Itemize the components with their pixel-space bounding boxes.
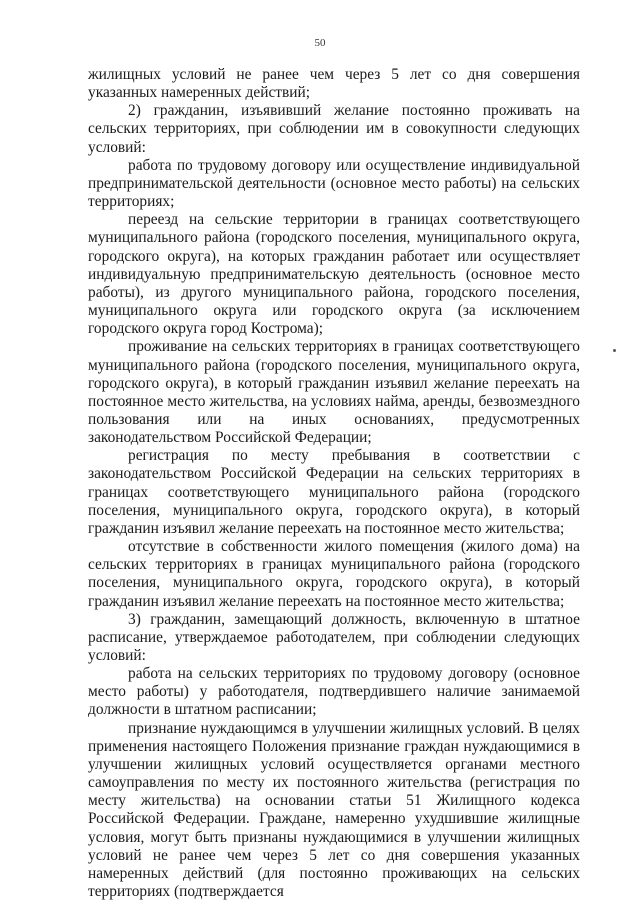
paragraph-item-2: 2) гражданин, изъявивший желание постоянно проживать на сельских территориях, при соблюдении им в совокупности следующих условий:	[88, 102, 580, 156]
paragraph-work-position: работа на сельских территориях по трудовому договору (основное место работы) у работодателя, подтвердившего наличие занимаемой должности в штатном расписании;	[88, 665, 580, 719]
paragraph-employment: работа по трудовому договору или осуществление индивидуальной предпринимательской деятельности (основное место работы) на сельских территориях;	[88, 156, 580, 211]
paragraph-no-property: отсутствие в собственности жилого помещения (жилого дома) на сельских территориях в границах муниципального района (городского поселения, муниципального округа, городского округа), в который гражданин изъявил желание переехать на постоянное место жительства;	[88, 538, 580, 610]
page-number: 50	[314, 37, 326, 49]
paragraph-item-3: 3) гражданин, замещающий должность, включенную в штатное расписание, утверждаемое работодателем, при соблюдении следующих условий:	[88, 610, 580, 664]
paragraph-relocation: переезд на сельские территории в границах соответствующего муниципального района (городского поселения, муниципального округа, городского округа), на которых гражданин работает или осуществляет индивидуальную предпринимательскую деятельность (основное место работы), из другого муниципального района, городского поселения, муниципального округа или городского округа (за исключением городского округа город Кострома);	[88, 211, 580, 338]
scan-margin-mark	[613, 349, 616, 352]
paragraph-continued: жилищных условий не ранее чем через 5 лет со дня совершения указанных намеренных действий;	[88, 66, 580, 102]
paragraph-housing-need: признание нуждающимся в улучшении жилищных условий. В целях применения настоящего Положения признание граждан нуждающимися в улучшении жилищных условий осуществляется органами местного самоуправления по месту их постоянного жительства (регистрация по месту жительства) на основании статьи 51 Жилищного кодекса Российской Федерации. Граждане, намеренно ухудшившие жилищные условия, могут быть признаны нуждающимися в улучшении жилищных условий не ранее чем через 5 лет со дня совершения указанных намеренных действий (для постоянно проживающих на сельских территориях (подтверждается	[88, 719, 580, 901]
body-text	[88, 66, 580, 901]
paragraph-registration: регистрация по месту пребывания в соответствии с законодательством Российской Федерации на сельских территориях в границах соответствующего муниципального района (городского поселения, муниципального округа, городского округа), в который гражданин изъявил желание переехать на постоянное место жительства;	[88, 447, 580, 537]
paragraph-residence: проживание на сельских территориях в границах соответствующего муниципального района (городского поселения, муниципального округа, городского округа), в который гражданин изъявил желание переехать на постоянное место жительства, на условиях найма, аренды, безвозмездного пользования или на иных основаниях, предусмотренных законодательством Российской Федерации;	[88, 338, 580, 447]
